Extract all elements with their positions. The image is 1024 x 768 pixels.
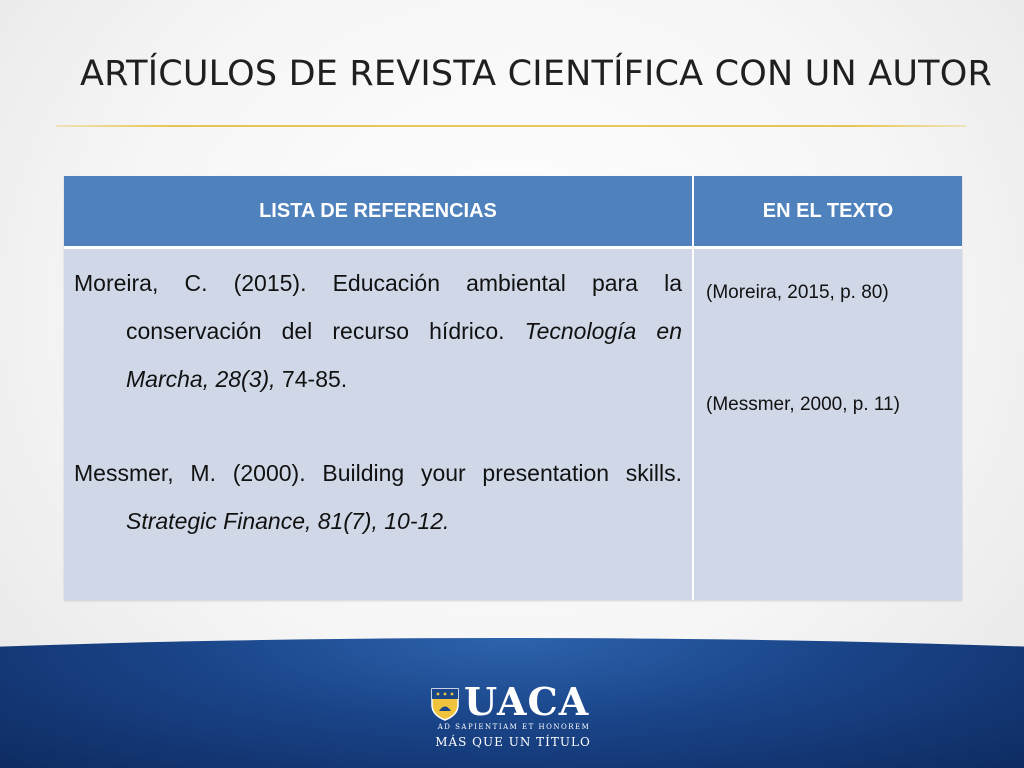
citation-messmer: (Messmer, 2000, p. 11) <box>706 394 900 415</box>
crest-icon <box>430 687 460 721</box>
header-reference-list: LISTA DE REFERENCIAS <box>64 176 693 248</box>
reference-entry-messmer <box>74 449 682 545</box>
logo-tagline: MÁS QUE UN TÍTULO <box>435 735 591 749</box>
header-in-text: EN EL TEXTO <box>693 176 962 248</box>
logo-wordmark: UACA <box>464 679 590 724</box>
reference-pages: 74-85. <box>275 366 348 392</box>
slide-title: ARTÍCULOS DE REVISTA CIENTÍFICA CON UN AUTOR <box>80 54 992 94</box>
table-row <box>64 248 962 601</box>
reference-source: Strategic Finance, 81(7), 10-12. <box>126 508 450 534</box>
logo-motto: AD SAPIENTIAM ET HONOREM <box>437 723 591 731</box>
title-divider <box>56 125 966 127</box>
uaca-logo <box>430 679 600 749</box>
in-text-cell <box>693 248 962 601</box>
reference-source: Tecnología en Marcha, 28(3), <box>126 318 682 392</box>
reference-list-cell <box>64 248 693 601</box>
reference-entry-moreira <box>74 259 682 403</box>
citation-moreira: (Moreira, 2015, p. 80) <box>706 282 889 303</box>
references-table <box>64 176 962 600</box>
table-header-row <box>64 176 962 248</box>
reference-text: Moreira, C. (2015). Educación ambiental para la conservación del recurso hídrico. <box>74 270 682 344</box>
reference-text: Messmer, M. (2000). Building your presentation skills. <box>74 460 682 486</box>
